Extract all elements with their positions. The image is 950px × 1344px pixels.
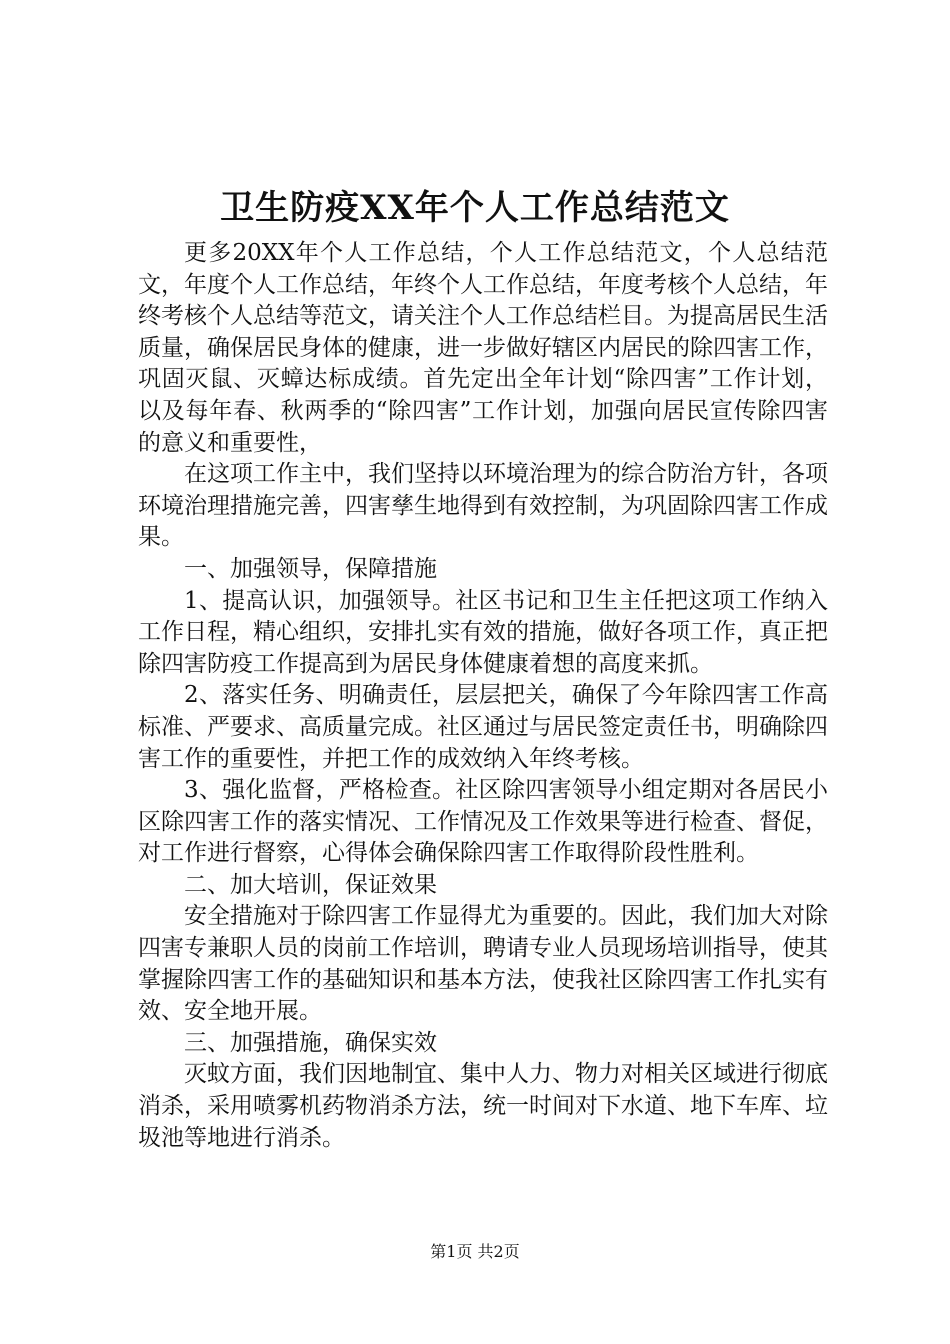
- section-heading: 二、加大培训，保证效果: [184, 871, 437, 898]
- paragraph: 1、提高认识，加强领导。社区书记和卫生主任把这项工作纳入工作日程，精心组织，安排扎实有效的措施，做好各项工作，真正把除四害防疫工作提高到为居民身体健康着想的高度来抓。: [138, 587, 828, 677]
- section-heading: 三、加强措施，确保实效: [184, 1029, 437, 1056]
- paragraph: 在这项工作主中，我们坚持以环境治理为的综合防治方针，各项环境治理措施完善，四害孳生地得到有效控制，为巩固除四害工作成果。: [138, 461, 828, 551]
- paragraph: 安全措施对于除四害工作显得尤为重要的。因此，我们加大对除四害专兼职人员的岗前工作培训，聘请专业人员现场培训指导，使其掌握除四害工作的基础知识和基本方法，使我社区除四害工作扎实有效、安全地开展。: [138, 903, 828, 1025]
- paragraph: 灭蚊方面，我们因地制宜、集中人力、物力对相关区域进行彻底消杀，采用喷雾机药物消杀方法，统一时间对下水道、地下车库、垃圾池等地进行消杀。: [138, 1061, 828, 1151]
- paragraph: 3、强化监督，严格检查。社区除四害领导小组定期对各居民小区除四害工作的落实情况、工作情况及工作效果等进行检查、督促，对工作进行督察，心得体会确保除四害工作取得阶段性胜利。: [138, 777, 828, 867]
- document-body: [138, 238, 828, 1154]
- page-number-footer: 第1页 共2页: [430, 1242, 520, 1261]
- paragraph: 更多20XX年个人工作总结，个人工作总结范文，个人总结范文，年度个人工作总结，年终个人工作总结，年度考核个人总结，年终考核个人总结等范文，请关注个人工作总结栏目。为提高居民生活质量，确保居民身体的健康，进一步做好辖区内居民的除四害工作，巩固灭鼠、灭蟑达标成绩。首先定出全年计划“除四害”工作计划，以及每年春、秋两季的“除四害”工作计划，加强向居民宣传除四害的意义和重要性，: [138, 240, 828, 456]
- paragraph: 2、落实任务、明确责任，层层把关，确保了今年除四害工作高标准、严要求、高质量完成。社区通过与居民签定责任书，明确除四害工作的重要性，并把工作的成效纳入年终考核。: [138, 682, 828, 772]
- document-title: 卫生防疫XX年个人工作总结范文: [220, 188, 730, 228]
- section-heading: 一、加强领导，保障措施: [184, 555, 437, 582]
